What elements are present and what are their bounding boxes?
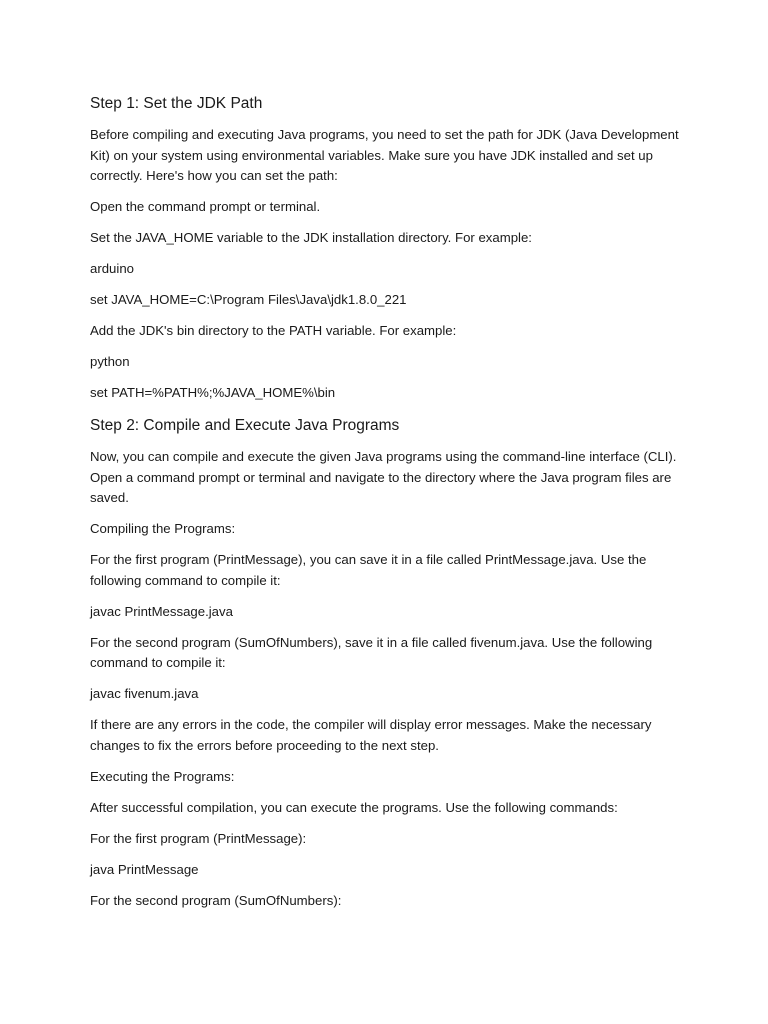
compile-printmessage-command: javac PrintMessage.java (90, 603, 233, 619)
step2-heading: Step 2: Compile and Execute Java Programs (90, 417, 400, 434)
first-program-run-paragraph: For the first program (PrintMessage): (90, 830, 307, 846)
document-page (90, 92, 690, 922)
cli-intro-paragraph: Now, you can compile and execute the given Java programs using the command-line interface (CLI). Open a command prompt or terminal and navigate to the directory where the Java program files are saved. (90, 449, 677, 505)
errors-paragraph: If there are any errors in the code, the compiler will display error messages. Make the necessary changes to fix the errors before proceeding to the next step. (90, 717, 652, 753)
java-home-command: set JAVA_HOME=C:\Program Files\Java\jdk1.8.0_221 (90, 292, 407, 307)
second-program-compile-paragraph: For the second program (SumOfNumbers), save it in a file called fivenum.java. Use the following command to compile it: (90, 634, 653, 670)
compiling-subheading: Compiling the Programs: (90, 521, 236, 536)
first-program-compile-paragraph: For the first program (PrintMessage), you can save it in a file called PrintMessage.java. Use the following command to compile it: (90, 552, 647, 588)
code-language-label: arduino (90, 261, 134, 276)
executing-subheading: Executing the Programs: (90, 768, 235, 784)
second-program-run-paragraph: For the second program (SumOfNumbers): (90, 892, 342, 908)
jdk-path-intro-paragraph: Before compiling and executing Java programs, you need to set the path for JDK (Java Development Kit) on your system using environmental variables. Make sure you have JDK installed and set up correctly. Here's how you can set the path: (90, 127, 679, 183)
path-command: set PATH=%PATH%;%JAVA_HOME%\bin (90, 385, 336, 400)
step1-heading: Step 1: Set the JDK Path (90, 95, 263, 112)
java-home-instruction-paragraph: Set the JAVA_HOME variable to the JDK installation directory. For example: (90, 230, 532, 245)
run-printmessage-command: java PrintMessage (90, 861, 199, 877)
open-terminal-paragraph: Open the command prompt or terminal. (90, 199, 321, 214)
path-instruction-paragraph: Add the JDK's bin directory to the PATH variable. For example: (90, 323, 457, 338)
code-language-label: python (90, 354, 130, 369)
compile-fivenum-command: javac fivenum.java (90, 686, 199, 701)
execute-intro-paragraph: After successful compilation, you can execute the programs. Use the following commands: (90, 799, 618, 815)
